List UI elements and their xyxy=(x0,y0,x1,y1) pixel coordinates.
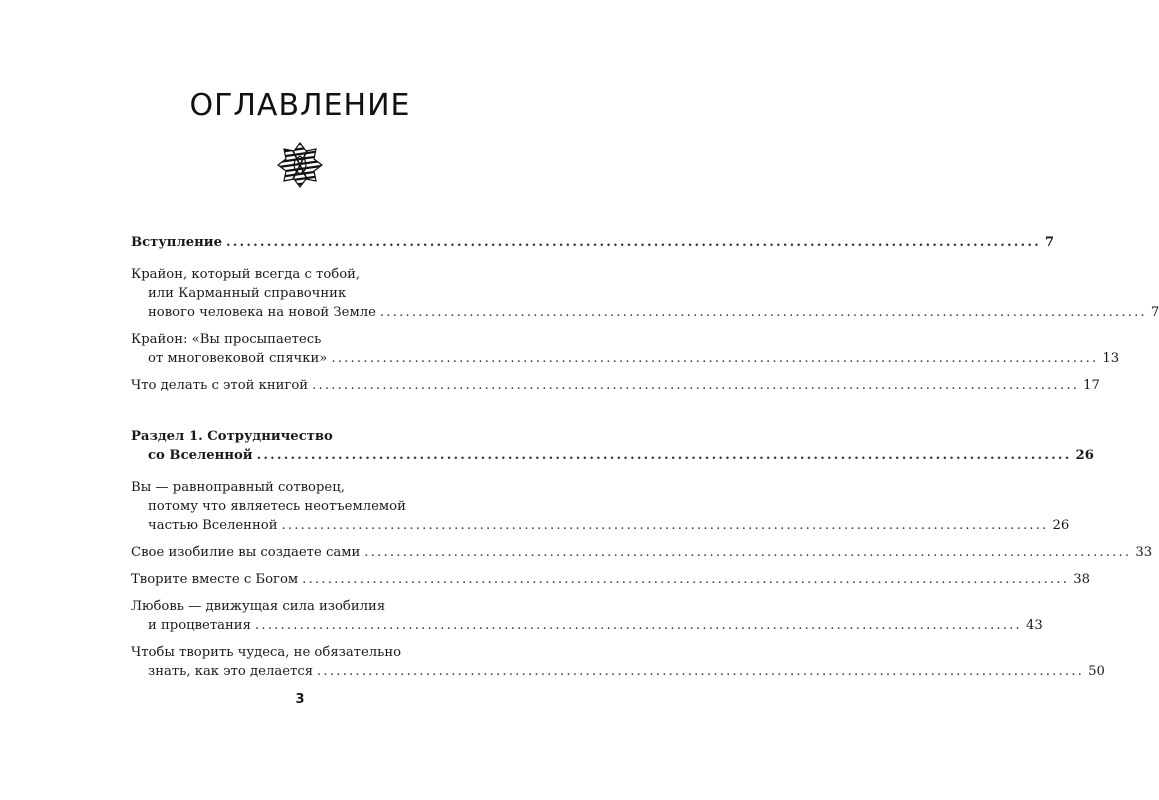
toc-entry-text: Творите вместе с Богом xyxy=(131,572,299,587)
toc-entry-text: нового человека на новой Земле xyxy=(148,305,376,320)
toc-entry-lyubov[interactable] xyxy=(131,597,1043,635)
page-title: ОГЛАВЛЕНИЕ xyxy=(189,88,411,123)
toc-entry-page: 43 xyxy=(1025,618,1043,633)
leader-dots: ........................................................................................................................ xyxy=(379,305,1147,320)
star-ornament-icon xyxy=(275,140,325,190)
toc-entry-izobilie[interactable] xyxy=(131,543,1153,562)
leader-dots: ........................................................................................................................ xyxy=(364,545,1132,560)
toc-entry-page: 7 xyxy=(1150,305,1159,320)
toc-entry-text: Вы — равноправный сотворец, xyxy=(131,480,345,495)
toc-entry-text: от многовековой спячки» xyxy=(148,351,328,366)
toc-entry-razdel-1[interactable] xyxy=(131,427,1094,465)
toc-entry-text: или Карманный справочник xyxy=(148,286,347,301)
toc-entry-text: Крайон: «Вы просыпаетесь xyxy=(131,332,322,347)
leader-dots: ........................................................................................................................ xyxy=(317,664,1085,679)
toc-entry-krayon-vsegda[interactable] xyxy=(131,265,1159,322)
toc-entry-page: 26 xyxy=(1052,518,1070,533)
toc-entry-page: 7 xyxy=(1044,235,1055,250)
toc-entry-chudesa[interactable] xyxy=(131,643,1105,681)
toc-entry-text: частью Вселенной xyxy=(148,518,278,533)
toc-entry-text: Раздел 1. Сотрудничество xyxy=(131,429,333,444)
leader-dots: ........................................................................................................................ xyxy=(254,618,1022,633)
toc-entry-text: потому что являетесь неотъемлемой xyxy=(148,499,406,514)
toc-entry-tvorite[interactable] xyxy=(131,570,1090,589)
toc-entry-page: 13 xyxy=(1102,351,1120,366)
toc-entry-ravnopravnyi[interactable] xyxy=(131,478,1070,535)
toc-entry-page: 50 xyxy=(1088,664,1105,679)
toc-entry-text: знать, как это делается xyxy=(148,664,314,679)
toc-entry-text: Чтобы творить чудеса, не обязательно xyxy=(131,645,402,660)
toc-entry-text: и процветания xyxy=(148,618,251,633)
toc-entry-text: Свое изобилие вы создаете сами xyxy=(131,545,361,560)
toc-entry-page: 17 xyxy=(1083,378,1100,393)
toc-entry-text: Любовь — движущая сила изобилия xyxy=(131,599,386,614)
page-number: 3 xyxy=(295,692,305,707)
toc-entry-text: Вступление xyxy=(131,235,222,250)
toc-entry-text: Что делать с этой книгой xyxy=(131,378,309,393)
leader-dots: ........................................................................................................................ xyxy=(312,378,1080,393)
leader-dots: ........................................................................................................................ xyxy=(302,572,1070,587)
toc-entry-vstuplenie[interactable] xyxy=(131,233,1055,252)
toc-entry-krayon-prosypaetes[interactable] xyxy=(131,330,1120,368)
leader-dots: ........................................................................................................................ xyxy=(331,351,1099,366)
toc-entry-text: со Вселенной xyxy=(148,448,253,463)
table-of-contents xyxy=(131,233,1159,681)
toc-entry-chto-delat[interactable] xyxy=(131,376,1100,395)
leader-dots: ........................................................................................................................ xyxy=(281,518,1049,533)
toc-entry-page: 38 xyxy=(1073,572,1090,587)
leader-dots: ........................................................................................................................ xyxy=(225,235,1041,250)
toc-entry-text: Крайон, который всегда с тобой, xyxy=(131,267,361,282)
leader-dots: ........................................................................................................................ xyxy=(256,448,1072,463)
toc-entry-page: 33 xyxy=(1135,545,1153,560)
toc-entry-page: 26 xyxy=(1075,448,1094,463)
